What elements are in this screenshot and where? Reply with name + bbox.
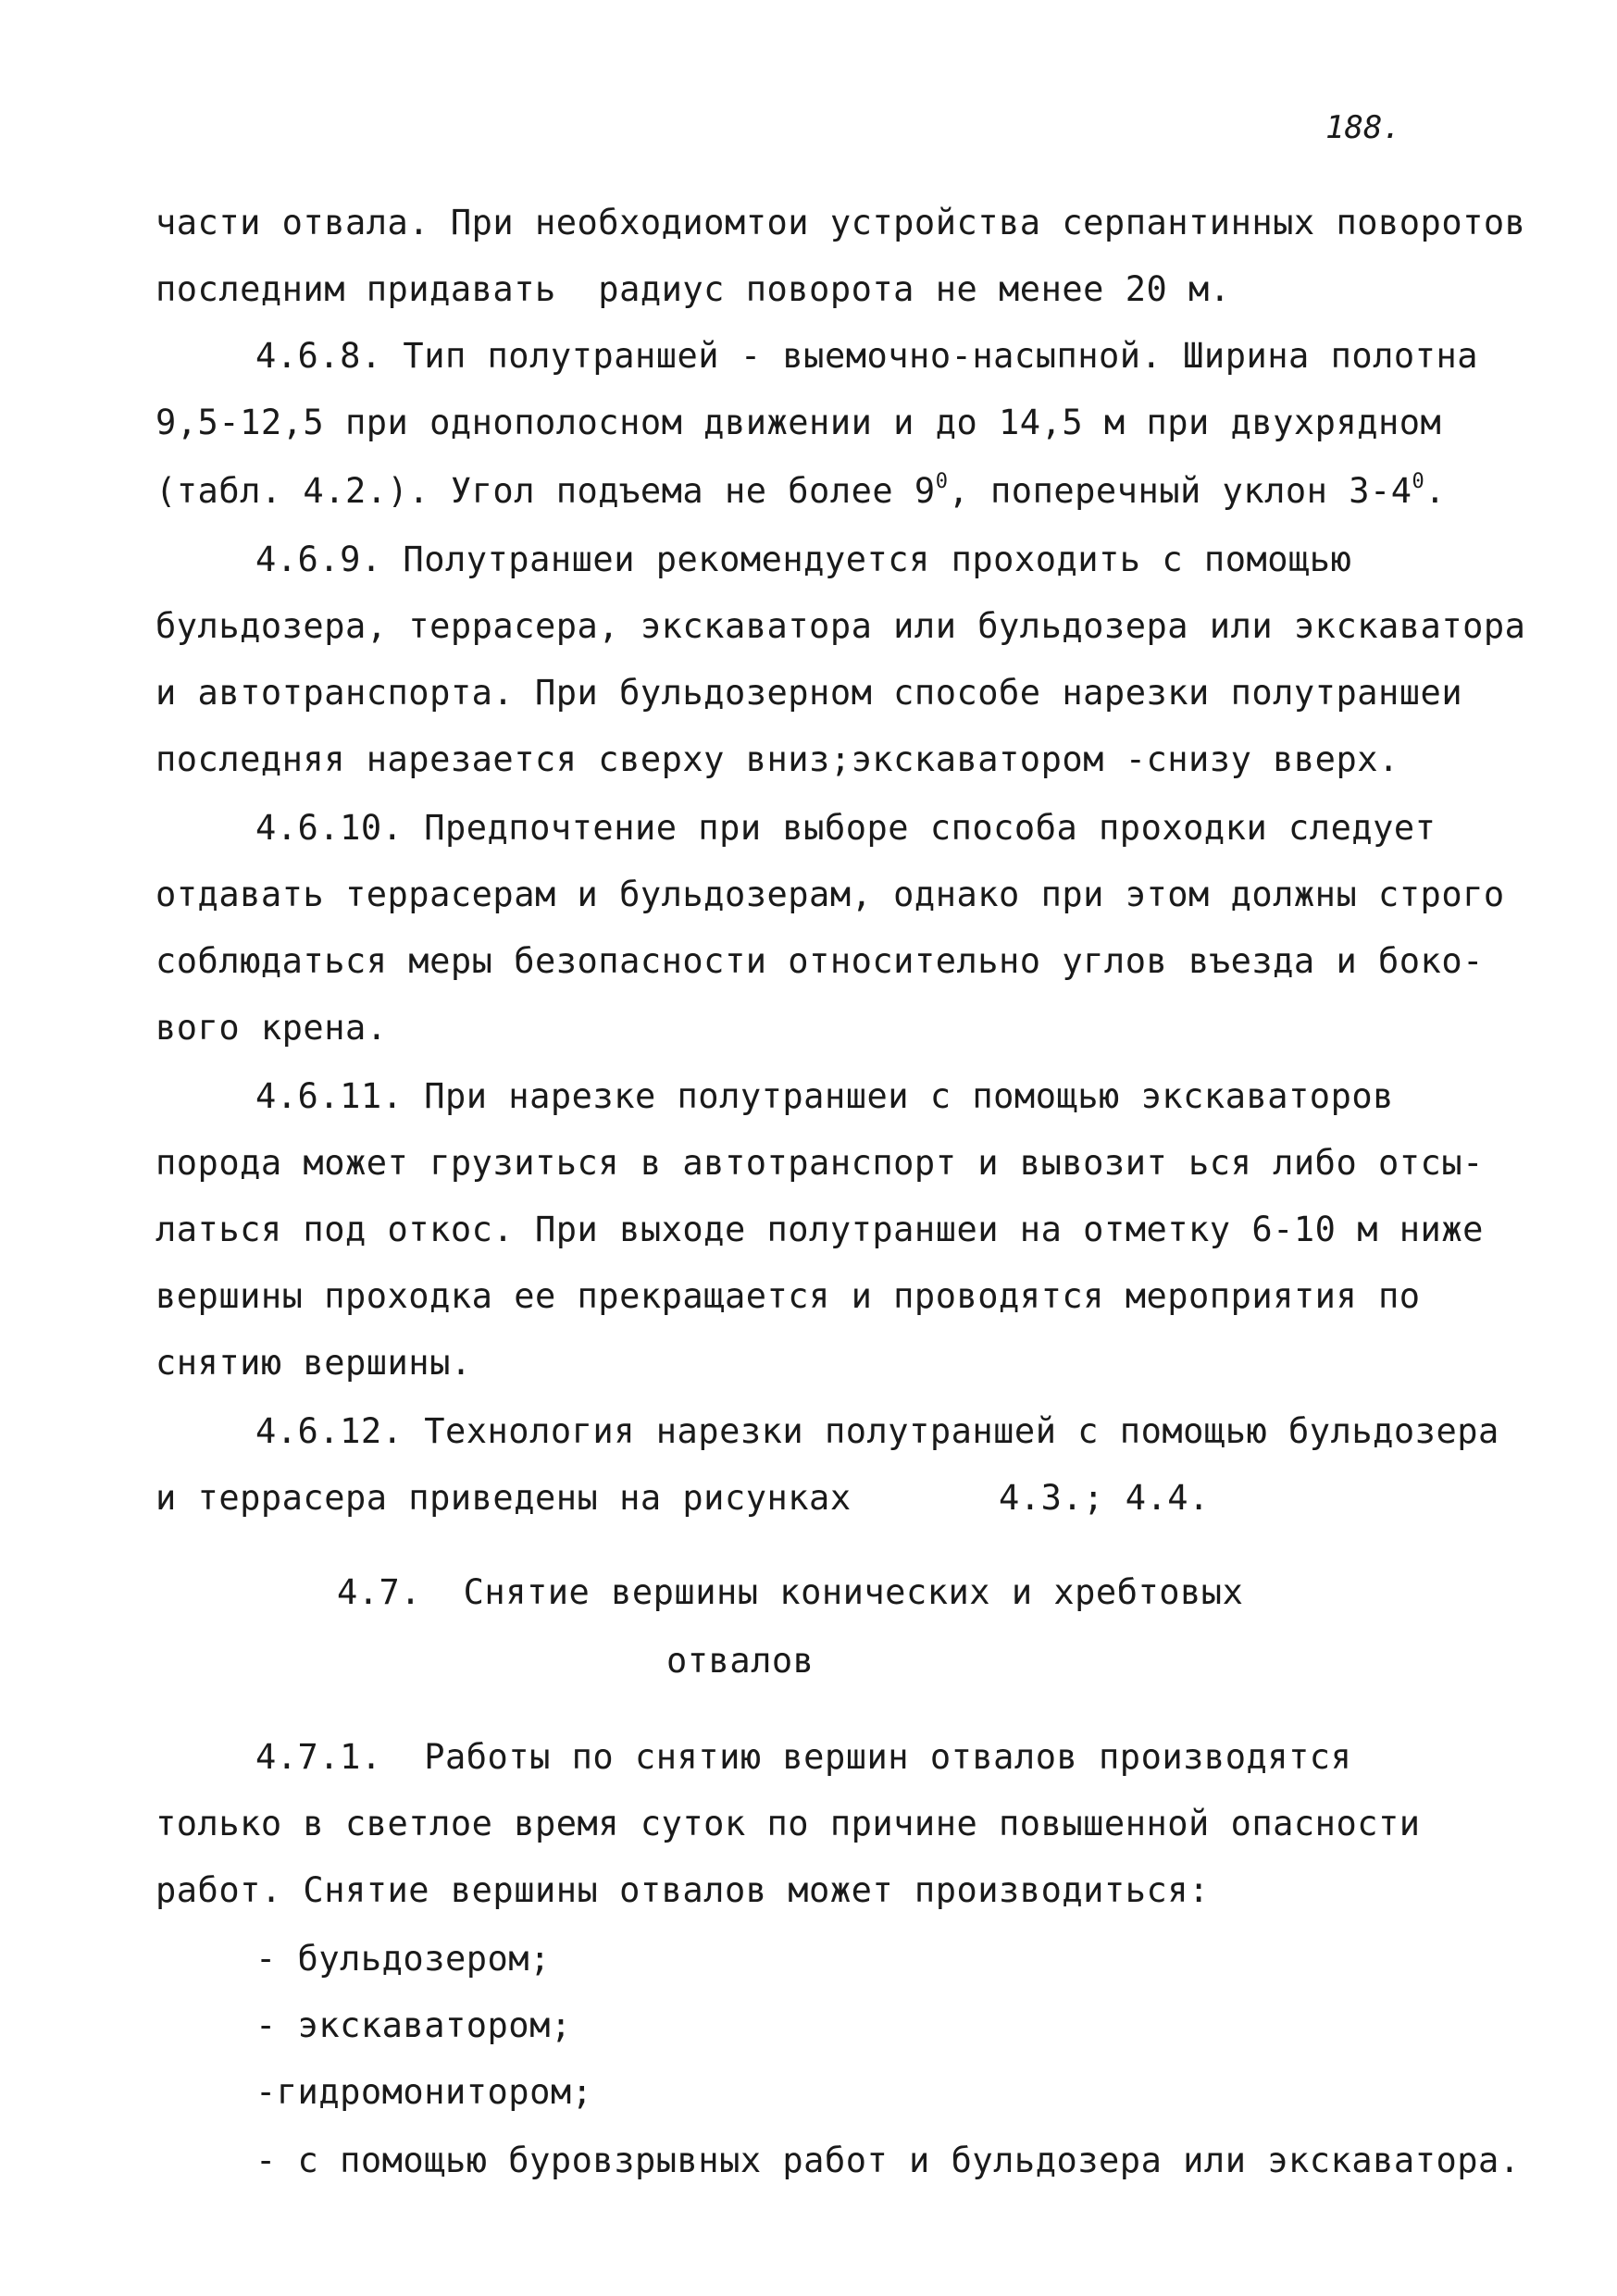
list-item: - бульдозером; — [255, 1939, 551, 1979]
text-line: и террасера приведены на рисунках 4.3.; 4.4. — [155, 1478, 1210, 1518]
text-line: вершины проходка ее прекращается и проводятся мероприятия по — [155, 1276, 1421, 1316]
text-line: последняя нарезается сверху вниз;экскаватором -снизу вверх. — [155, 739, 1399, 779]
list-item: -гидромонитором; — [255, 2072, 593, 2112]
text-line: только в светлое время суток по причине повышенной опасности — [155, 1804, 1421, 1843]
angle-middle: , поперечный уклон 3-4 — [948, 471, 1412, 511]
text-line: части отвала. При необходиомтои устройства серпантинных поворотов — [155, 203, 1526, 242]
text-line: порода может грузиться в автотранспорт и вывозит ься либо отсы- — [155, 1143, 1484, 1183]
text-line: 9,5-12,5 при однополосном движении и до 14,5 м при двухрядном — [155, 403, 1442, 442]
list-item: - с помощью буровзрывных работ и бульдозера или экскаватора. — [255, 2141, 1521, 2180]
list-item: - экскаватором; — [255, 2005, 572, 2045]
text-line: последним придавать радиус поворота не менее 20 м. — [155, 269, 1231, 309]
text-line: и автотранспорта. При бульдозерном способе нарезки полутраншеи — [155, 673, 1463, 713]
paragraph-4-7-1: 4.7.1. Работы по снятию вершин отвалов производятся — [255, 1737, 1352, 1777]
degree-sup: 0 — [1412, 470, 1425, 493]
text-line: отдавать террасерам и бульдозерам, однако при этом должны строго — [155, 875, 1505, 914]
text-line: снятию вершины. — [155, 1343, 472, 1383]
text-line-angle — [155, 470, 1447, 511]
paragraph-4-6-12: 4.6.12. Технология нарезки полутраншей с помощью бульдозера — [255, 1411, 1499, 1451]
paragraph-4-6-11: 4.6.11. При нарезке полутраншеи с помощью экскаваторов — [255, 1076, 1394, 1116]
paragraph-4-6-10: 4.6.10. Предпочтение при выборе способа проходки следует — [255, 808, 1437, 848]
page-number: 188. — [1325, 109, 1401, 146]
section-heading: 4.7. Снятие вершины конических и хребтовых — [337, 1572, 1244, 1612]
text-line: латься под откос. При выходе полутраншеи на отметку 6-10 м ниже — [155, 1210, 1484, 1249]
paragraph-4-6-9: 4.6.9. Полутраншеи рекомендуется проходить с помощью — [255, 540, 1352, 579]
degree-sup: 0 — [935, 470, 949, 493]
text-line: работ. Снятие вершины отвалов может производиться: — [155, 1870, 1210, 1910]
angle-suffix: . — [1424, 471, 1447, 511]
section-heading-cont: отвалов — [666, 1641, 815, 1681]
text-line: бульдозера, террасера, экскаватора или бульдозера или экскаватора — [155, 606, 1526, 646]
paragraph-4-6-8: 4.6.8. Тип полутраншей - выемочно-насыпной. Ширина полотна — [255, 336, 1479, 376]
angle-prefix: (табл. 4.2.). Угол подъема не более 9 — [155, 471, 936, 511]
text-line: вого крена. — [155, 1008, 388, 1048]
text-line: соблюдаться меры безопасности относительно углов въезда и боко- — [155, 941, 1484, 981]
